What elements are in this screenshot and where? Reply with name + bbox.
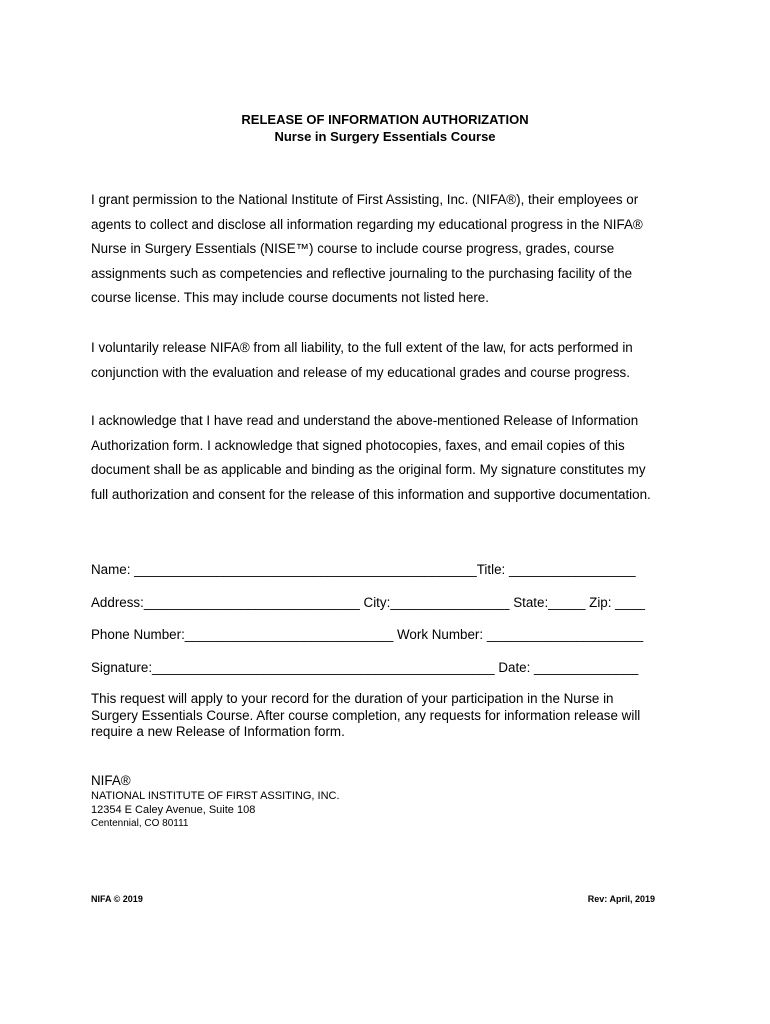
paragraph-line: Nurse in Surgery Essentials (NISE™) course to include course progress, grades, course (91, 241, 615, 257)
document-subtitle: Nurse in Surgery Essentials Course (274, 129, 496, 144)
address-field-row[interactable]: Address:_____________________________ City:________________ State:_____ Zip: ____ (91, 595, 645, 610)
paragraph-line: full authorization and consent for the release of this information and supportive documentation. (91, 486, 651, 502)
name-title-field-row[interactable]: Name: ______________________________________________Title: _________________ (91, 562, 636, 577)
paragraph-line: This request will apply to your record for the duration of your participation in the Nurse in (91, 691, 614, 706)
paragraph-line: document shall be as applicable and binding as the original form. My signature constitutes my (91, 462, 646, 478)
footer-copyright: NIFA © 2019 (91, 894, 143, 904)
org-city: Centennial, CO 80111 (91, 818, 189, 829)
paragraph-line: I grant permission to the National Institute of First Assisting, Inc. (NIFA®), their employees or (91, 192, 639, 207)
paragraph-line: assignments such as competencies and reflective journaling to the purchasing facility of the (91, 265, 633, 281)
permission-paragraph (91, 188, 691, 311)
paragraph-line: agents to collect and disclose all information regarding my educational progress in the NIFA® (91, 216, 643, 232)
paragraph-line: Surgery Essentials Course. After course completion, any requests for information release will (91, 707, 641, 723)
signature-date-field-row[interactable]: Signature:______________________________________________ Date: ______________ (91, 660, 639, 675)
paragraph-line: Authorization form. I acknowledge that signed photocopies, faxes, and email copies of this (91, 437, 625, 453)
phone-field-row[interactable]: Phone Number:____________________________ Work Number: _____________________ (91, 627, 644, 642)
paragraph-line: I voluntarily release NIFA® from all liability, to the full extent of the law, for acts performed in (91, 340, 633, 355)
org-name: NATIONAL INSTITUTE OF FIRST ASSITING, INC. (91, 790, 340, 802)
org-street: 12354 E Caley Avenue, Suite 108 (91, 804, 256, 816)
document-title: RELEASE OF INFORMATION AUTHORIZATION (241, 112, 529, 127)
paragraph-line: require a new Release of Information form. (91, 724, 345, 739)
paragraph-line: course license. This may include course documents not listed here. (91, 290, 489, 306)
org-mark: NIFA® (91, 773, 131, 788)
footer-revision: Rev: April, 2019 (587, 894, 655, 904)
liability-paragraph (91, 336, 691, 385)
acknowledgement-paragraph (91, 409, 691, 507)
paragraph-line: I acknowledge that I have read and understand the above-mentioned Release of Information (91, 413, 639, 428)
request-duration-paragraph (91, 691, 640, 741)
paragraph-line: conjunction with the evaluation and release of my educational grades and course progress. (91, 364, 630, 380)
